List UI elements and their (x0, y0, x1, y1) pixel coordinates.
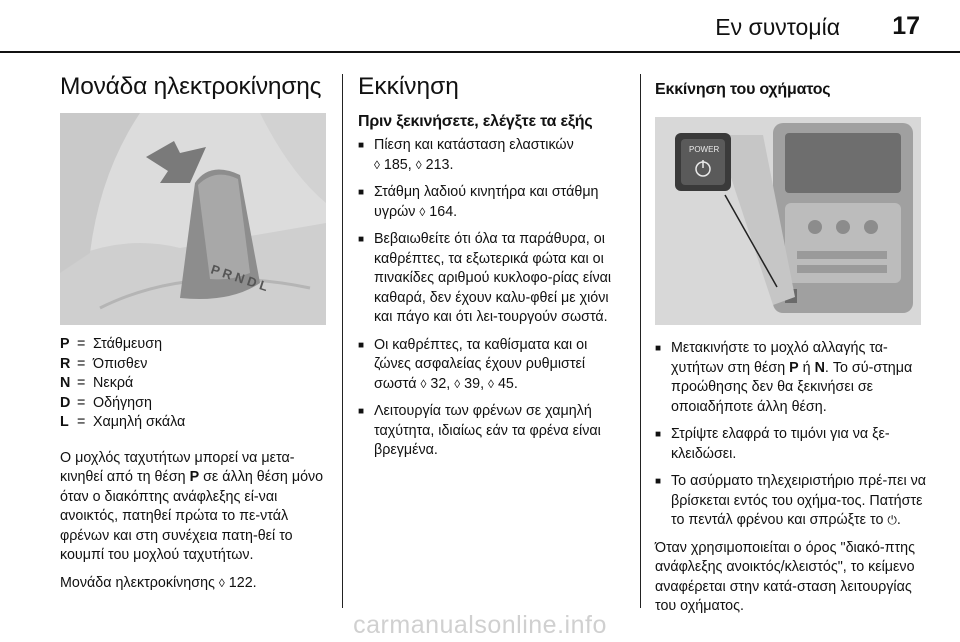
checklist (358, 136, 626, 461)
reference-arrow-icon: ◊ (415, 157, 422, 172)
gear-equals: = (77, 414, 86, 430)
list-item (655, 472, 927, 531)
gear-label: Στάθμευση (93, 336, 163, 352)
gear-key-inline: P (189, 469, 200, 485)
paragraph-text: Ο μοχλός ταχυτήτων μπορεί να μετα-κινηθεί από τη θέση (60, 449, 295, 485)
gear-key-inline: N (814, 359, 825, 376)
page-header (0, 0, 960, 60)
column-vehicle-start (655, 72, 927, 625)
section-heading: Μονάδα ηλεκτροκίνησης (60, 73, 322, 100)
item-text: Οι καθρέπτες, τα καθίσματα και οι ζώνες ασφαλείας έχουν ρυθμιστεί σωστά (374, 336, 588, 392)
power-symbol-icon: ⏻ (887, 513, 897, 527)
reference-arrow-icon: ◊ (218, 575, 225, 590)
paragraph-text: σε άλλη θέση μόνο όταν ο διακόπτης ανάφλεξης εί-ναι ανοικτός, πατηθεί πρώτα το πε-ντάλ φρένων και στη συνέχεια πατη-θεί το κουμπί του μοχλού ταχυτήτων. (60, 469, 324, 563)
reference-arrow-icon: ◊ (454, 376, 461, 391)
cross-reference-paragraph (60, 574, 328, 594)
gear-equals: = (77, 375, 86, 391)
gear-key-inline: P (789, 359, 799, 376)
paragraph-text: Μονάδα ηλεκτροκίνησης (60, 574, 219, 591)
reference-arrow-icon: ◊ (374, 157, 380, 172)
gear-label: Χαμηλή σκάλα (93, 414, 186, 430)
power-label: POWER (689, 145, 720, 154)
header-title: Εν συντομία (715, 14, 840, 40)
item-text: . Το σύ-στημα προώθησης δεν θα ξεκινήσει σε οποιαδήποτε άλλη θέση. (671, 359, 913, 415)
gear-lever-image (60, 113, 326, 325)
gear-key: N (60, 375, 71, 391)
gear-row-p (60, 335, 328, 355)
column-starting (358, 72, 626, 469)
item-text: Βεβαιωθείτε ότι όλα τα παράθυρα, οι καθρέπτες, τα εξωτερικά φώτα και οι πινακίδες αριθμού κυκλοφο-ρίας είναι καθαρά, δεν έχουν καλυ-φθεί με χιόνι και πάγο και ότι λει-τουργούν σωστά. (374, 231, 612, 325)
power-button-image (655, 117, 921, 325)
gear-label: Όπισθεν (93, 355, 148, 372)
section-heading: Εκκίνηση του οχήματος (655, 81, 831, 98)
reference-arrow-icon: ◊ (419, 204, 426, 219)
page-reference: 32, (426, 375, 455, 392)
item-text: Στρίψτε ελαφρά το τιμόνι για να ξε-κλειδώσει. (671, 426, 890, 462)
page-reference: 39, (460, 375, 489, 392)
gear-label: Οδήγηση (93, 394, 152, 411)
item-text: ή (798, 359, 815, 376)
item-text: . (896, 512, 901, 528)
list-item (655, 339, 927, 417)
gear-shift-paragraph (60, 449, 328, 566)
svg-text:P R N D L: P R N D L (209, 261, 270, 295)
gear-lever-illustration (60, 113, 326, 325)
list-item (358, 230, 626, 328)
column-drive-unit (60, 72, 328, 601)
watermark: carmanualsonline.info (353, 611, 607, 639)
gear-key: R (60, 355, 71, 372)
page-reference: 185, (379, 156, 416, 173)
page-reference: 122. (224, 574, 257, 591)
gear-row-r (60, 355, 328, 375)
gear-row-n (60, 374, 328, 394)
list-item (358, 183, 626, 222)
list-item (358, 402, 626, 461)
list-item (655, 425, 927, 464)
gear-row-d (60, 394, 328, 414)
reference-arrow-icon: ◊ (420, 376, 427, 391)
gear-equals: = (77, 336, 86, 352)
page-reference: 45. (493, 375, 518, 392)
column-divider (640, 74, 641, 608)
gear-key: P (60, 336, 70, 352)
header-rule (0, 51, 960, 53)
dashboard-illustration (655, 117, 921, 325)
gear-label: Νεκρά (93, 375, 134, 391)
column-divider (342, 74, 343, 608)
ignition-note-paragraph: Όταν χρησιμοποιείται ο όρος "διακό-πτης ανάφλεξης ανοικτός/κλειστός", το κείμενο αναφέρεται στην κατά-σταση λειτουργίας του οχήματος. (655, 539, 916, 614)
start-steps-list (655, 339, 927, 531)
gear-key: D (60, 394, 71, 411)
item-text: Λειτουργία των φρένων σε χαμηλή ταχύτητα, ιδιαίως εάν τα φρένα είναι βρεγμένα. (374, 403, 601, 458)
gear-key: L (60, 414, 69, 430)
gear-equals: = (77, 394, 86, 411)
reference-arrow-icon: ◊ (488, 376, 494, 391)
item-text: Μετακινήστε το μοχλό αλλαγής τα-χυτήτων στη θέση (671, 340, 888, 376)
item-text: Στάθμη λαδιού κινητήρα και στάθμη υγρών (374, 184, 599, 220)
item-text: Πίεση και κατάσταση ελαστικών (374, 137, 574, 153)
item-text: Το ασύρματο τηλεχειριστήριο πρέ-πει να βρίσκεται εντός του οχήμα-τος. Πατήστε το πεντάλ φρένου και σπρώξτε το (671, 473, 927, 528)
list-item (358, 336, 626, 395)
gear-positions-list (60, 335, 328, 433)
page-number: 17 (892, 12, 920, 40)
gear-row-l (60, 413, 328, 433)
list-item (358, 136, 626, 175)
section-heading: Εκκίνηση (358, 73, 459, 100)
page-reference: 164. (425, 203, 458, 220)
gear-equals: = (77, 355, 86, 372)
subsection-heading: Πριν ξεκινήσετε, ελέγξτε τα εξής (358, 113, 593, 130)
page-reference: 213. (421, 156, 454, 173)
